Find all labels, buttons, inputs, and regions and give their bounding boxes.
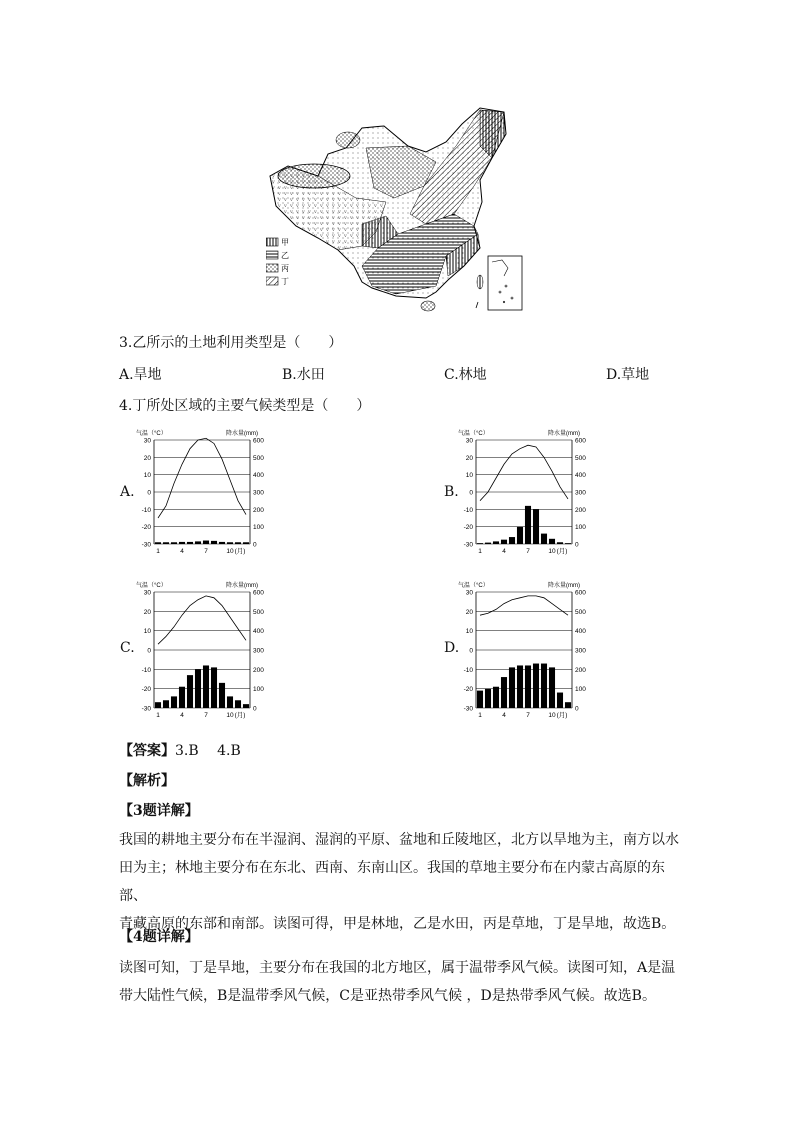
- temp-tick-label: 30: [465, 589, 473, 597]
- precip-bar: [243, 704, 249, 708]
- temp-tick-label: 30: [143, 437, 151, 445]
- question-4-stem: 4.丁所处区域的主要气候类型是（ ）: [119, 398, 371, 414]
- precip-bar: [155, 702, 161, 708]
- precip-bar: [227, 542, 233, 544]
- precip-bar: [565, 702, 571, 708]
- precip-bar: [525, 506, 531, 544]
- precip-bar: [171, 696, 177, 708]
- precip-bar: [195, 669, 201, 708]
- basin-region: [278, 164, 350, 188]
- month-tick-label: 7: [526, 548, 530, 555]
- legend-label-jia: 甲: [281, 238, 289, 247]
- precip-bar: [203, 541, 209, 544]
- detail-3-body: [119, 826, 689, 938]
- precip-bar: [163, 700, 169, 708]
- precip-bar: [211, 541, 217, 544]
- precip-tick-label: 200: [575, 666, 586, 674]
- detail-4-line: 读图可知，丁是旱地，主要分布在我国的北方地区，属于温带季风气候。读图可知，A是温: [119, 960, 676, 976]
- q3-option-b: B.水田: [282, 367, 325, 383]
- precip-tick-label: 500: [575, 608, 586, 616]
- china-land-use-map: [266, 106, 528, 316]
- precip-bar: [235, 542, 241, 544]
- precip-tick-label: 400: [575, 628, 586, 636]
- precip-bar: [163, 542, 169, 544]
- temp-tick-label: 20: [143, 454, 151, 462]
- temp-tick-label: 10: [143, 628, 151, 636]
- climate-chart-a: [134, 426, 274, 556]
- month-tick-label: (月): [556, 712, 568, 719]
- precip-axis-title: 降水量(mm): [548, 583, 580, 589]
- map-figure: [266, 106, 528, 316]
- temp-tick-label: -20: [141, 524, 151, 532]
- month-tick-label: 7: [204, 548, 208, 555]
- precip-bar: [549, 667, 555, 708]
- precip-bar: [243, 542, 249, 544]
- precip-bar: [493, 541, 499, 544]
- q3-option-c: C.林地: [444, 367, 487, 383]
- precip-bar: [557, 693, 563, 708]
- month-tick-label: 4: [180, 548, 184, 555]
- legend-label-yi: 乙: [281, 251, 289, 260]
- climate-chart-b: [456, 426, 596, 556]
- temp-tick-label: -30: [141, 705, 151, 713]
- temp-tick-label: 0: [469, 647, 473, 655]
- temp-tick-label: -10: [463, 506, 473, 514]
- month-tick-label: 1: [478, 548, 482, 555]
- month-tick-label: (月): [556, 548, 568, 555]
- precip-tick-label: 0: [575, 705, 579, 713]
- precip-bar: [509, 667, 515, 708]
- precip-tick-label: 100: [253, 524, 264, 532]
- precip-tick-label: 100: [575, 686, 586, 694]
- answer-label: 【答案】: [119, 743, 175, 759]
- precip-tick-label: 600: [575, 589, 586, 597]
- q3-option-d: D.草地: [606, 367, 650, 383]
- question-3-stem: 3.乙所示的土地利用类型是（ ）: [119, 335, 343, 351]
- detail-4-body: [119, 954, 689, 1010]
- legend-label-ding: 丁: [281, 277, 289, 286]
- precip-bar: [219, 542, 225, 544]
- temp-tick-label: 0: [469, 489, 473, 497]
- temp-tick-label: -10: [141, 666, 151, 674]
- month-tick-label: 10: [226, 712, 234, 719]
- precip-bar: [565, 543, 571, 544]
- temp-tick-label: 0: [147, 489, 151, 497]
- temperature-line: [158, 438, 246, 518]
- temp-tick-label: -10: [141, 506, 151, 514]
- precip-tick-label: 300: [253, 647, 264, 655]
- chart-a-option-label: A.: [120, 484, 135, 500]
- precip-tick-label: 200: [253, 506, 264, 514]
- precip-bar: [557, 542, 563, 544]
- temp-tick-label: 20: [465, 608, 473, 616]
- precip-bar: [211, 667, 217, 708]
- precip-bar: [485, 543, 491, 544]
- detail-3-line: 我国的耕地主要分布在半湿润、湿润的平原、盆地和丘陵地区，北方以旱地为主，南方以水: [119, 832, 679, 848]
- temp-tick-label: -20: [141, 686, 151, 694]
- island-marker: [476, 302, 478, 308]
- q3-option-a: A.旱地: [119, 367, 162, 383]
- precip-bar: [227, 696, 233, 708]
- precip-bar: [493, 687, 499, 708]
- temp-tick-label: -30: [141, 541, 151, 549]
- precip-tick-label: 600: [253, 589, 264, 597]
- legend-swatch-bing: [266, 264, 278, 272]
- precip-axis-title: 降水量(mm): [226, 583, 258, 589]
- climate-chart-c: [134, 578, 274, 720]
- month-tick-label: (月): [234, 712, 246, 719]
- precip-tick-label: 300: [253, 489, 264, 497]
- hainan-island: [421, 301, 435, 311]
- precip-tick-label: 0: [575, 541, 579, 549]
- precip-bar: [171, 542, 177, 544]
- temperature-line: [480, 445, 568, 500]
- temp-tick-label: -10: [463, 666, 473, 674]
- precip-tick-label: 500: [253, 454, 264, 462]
- temp-tick-label: 10: [465, 628, 473, 636]
- precip-bar: [219, 683, 225, 708]
- month-tick-label: 4: [180, 712, 184, 719]
- temp-tick-label: 30: [143, 589, 151, 597]
- chart-c-option-label: C.: [120, 640, 135, 656]
- precip-bar: [541, 664, 547, 708]
- temperature-line: [158, 596, 246, 644]
- legend-swatch-ding: [266, 277, 278, 285]
- taiwan-island: [477, 275, 483, 289]
- precip-bar: [517, 665, 523, 708]
- month-tick-label: (月): [234, 548, 246, 555]
- month-tick-label: 10: [226, 548, 234, 555]
- precip-bar: [179, 542, 185, 544]
- precip-tick-label: 600: [575, 437, 586, 445]
- legend-label-bing: 丙: [281, 264, 289, 273]
- precip-bar: [533, 664, 539, 708]
- temp-tick-label: 10: [465, 472, 473, 480]
- temp-axis-title: 气温（°C）: [136, 431, 167, 437]
- temp-axis-title: 气温（°C）: [458, 583, 489, 589]
- precip-tick-label: 200: [575, 506, 586, 514]
- detail-3-line: 青藏高原的东部和南部。读图可得，甲是林地，乙是水田，丙是草地，丁是旱地，故选B。: [119, 916, 676, 932]
- temp-axis-title: 气温（°C）: [458, 431, 489, 437]
- legend-swatch-yi: [266, 251, 278, 259]
- month-tick-label: 4: [502, 548, 506, 555]
- basin-region-2: [336, 132, 360, 148]
- answer-line: [119, 740, 241, 760]
- map-legend: [266, 238, 289, 286]
- precip-axis-title: 降水量(mm): [226, 431, 258, 437]
- precip-tick-label: 500: [253, 608, 264, 616]
- precip-bar: [235, 700, 241, 708]
- month-tick-label: 1: [156, 548, 160, 555]
- precip-tick-label: 0: [253, 705, 257, 713]
- temp-axis-title: 气温（°C）: [136, 583, 167, 589]
- precip-bar: [541, 534, 547, 544]
- precip-bar: [533, 509, 539, 544]
- precip-bar: [195, 541, 201, 544]
- detail-3-line: 田为主；林地主要分布在东北、西南、东南山区。我国的草地主要分布在内蒙古高原的东部、: [119, 860, 665, 904]
- precip-tick-label: 400: [253, 628, 264, 636]
- month-tick-label: 7: [204, 712, 208, 719]
- month-tick-label: 1: [156, 712, 160, 719]
- legend-swatch-jia: [266, 238, 278, 246]
- precip-axis-title: 降水量(mm): [548, 431, 580, 437]
- month-tick-label: 1: [478, 712, 482, 719]
- precip-tick-label: 300: [575, 489, 586, 497]
- precip-tick-label: 400: [253, 472, 264, 480]
- precip-bar: [477, 543, 483, 544]
- precip-bar: [549, 539, 555, 544]
- temp-tick-label: -30: [463, 705, 473, 713]
- temp-tick-label: -20: [463, 524, 473, 532]
- precip-bar: [501, 677, 507, 708]
- precip-bar: [155, 542, 161, 544]
- month-tick-label: 10: [548, 548, 556, 555]
- precip-bar: [517, 527, 523, 544]
- detail-4-line: 带大陆性气候，B是温带季风气候，C是亚热带季风气候 ，D是热带季风气候。故选B。: [119, 988, 656, 1004]
- precip-bar: [477, 691, 483, 708]
- precip-tick-label: 100: [253, 686, 264, 694]
- climate-chart-d: [456, 578, 596, 720]
- precip-tick-label: 0: [253, 541, 257, 549]
- detail-4-title: 【4题详解】: [119, 929, 199, 945]
- temp-tick-label: 20: [143, 608, 151, 616]
- precip-tick-label: 500: [575, 454, 586, 462]
- month-tick-label: 4: [502, 712, 506, 719]
- chart-d-option-label: D.: [444, 640, 460, 656]
- temp-tick-label: 10: [143, 472, 151, 480]
- analysis-label: 【解析】: [119, 773, 175, 789]
- month-tick-label: 7: [526, 712, 530, 719]
- precip-bar: [187, 675, 193, 708]
- temp-tick-label: -30: [463, 541, 473, 549]
- precip-tick-label: 300: [575, 647, 586, 655]
- temp-tick-label: -20: [463, 686, 473, 694]
- precip-tick-label: 600: [253, 437, 264, 445]
- precip-tick-label: 200: [253, 666, 264, 674]
- precip-bar: [203, 665, 209, 708]
- precip-bar: [509, 537, 515, 544]
- precip-tick-label: 400: [575, 472, 586, 480]
- temperature-line: [480, 596, 568, 615]
- chart-b-option-label: B.: [444, 484, 459, 500]
- precip-tick-label: 100: [575, 524, 586, 532]
- month-tick-label: 10: [548, 712, 556, 719]
- precip-bar: [179, 687, 185, 708]
- temp-tick-label: 0: [147, 647, 151, 655]
- precip-bar: [525, 665, 531, 708]
- precip-bar: [501, 540, 507, 544]
- temp-tick-label: 30: [465, 437, 473, 445]
- detail-3-title: 【3题详解】: [119, 803, 199, 819]
- precip-bar: [485, 689, 491, 708]
- temp-tick-label: 20: [465, 454, 473, 462]
- precip-bar: [187, 542, 193, 544]
- answer-text: 3.B 4.B: [175, 743, 241, 759]
